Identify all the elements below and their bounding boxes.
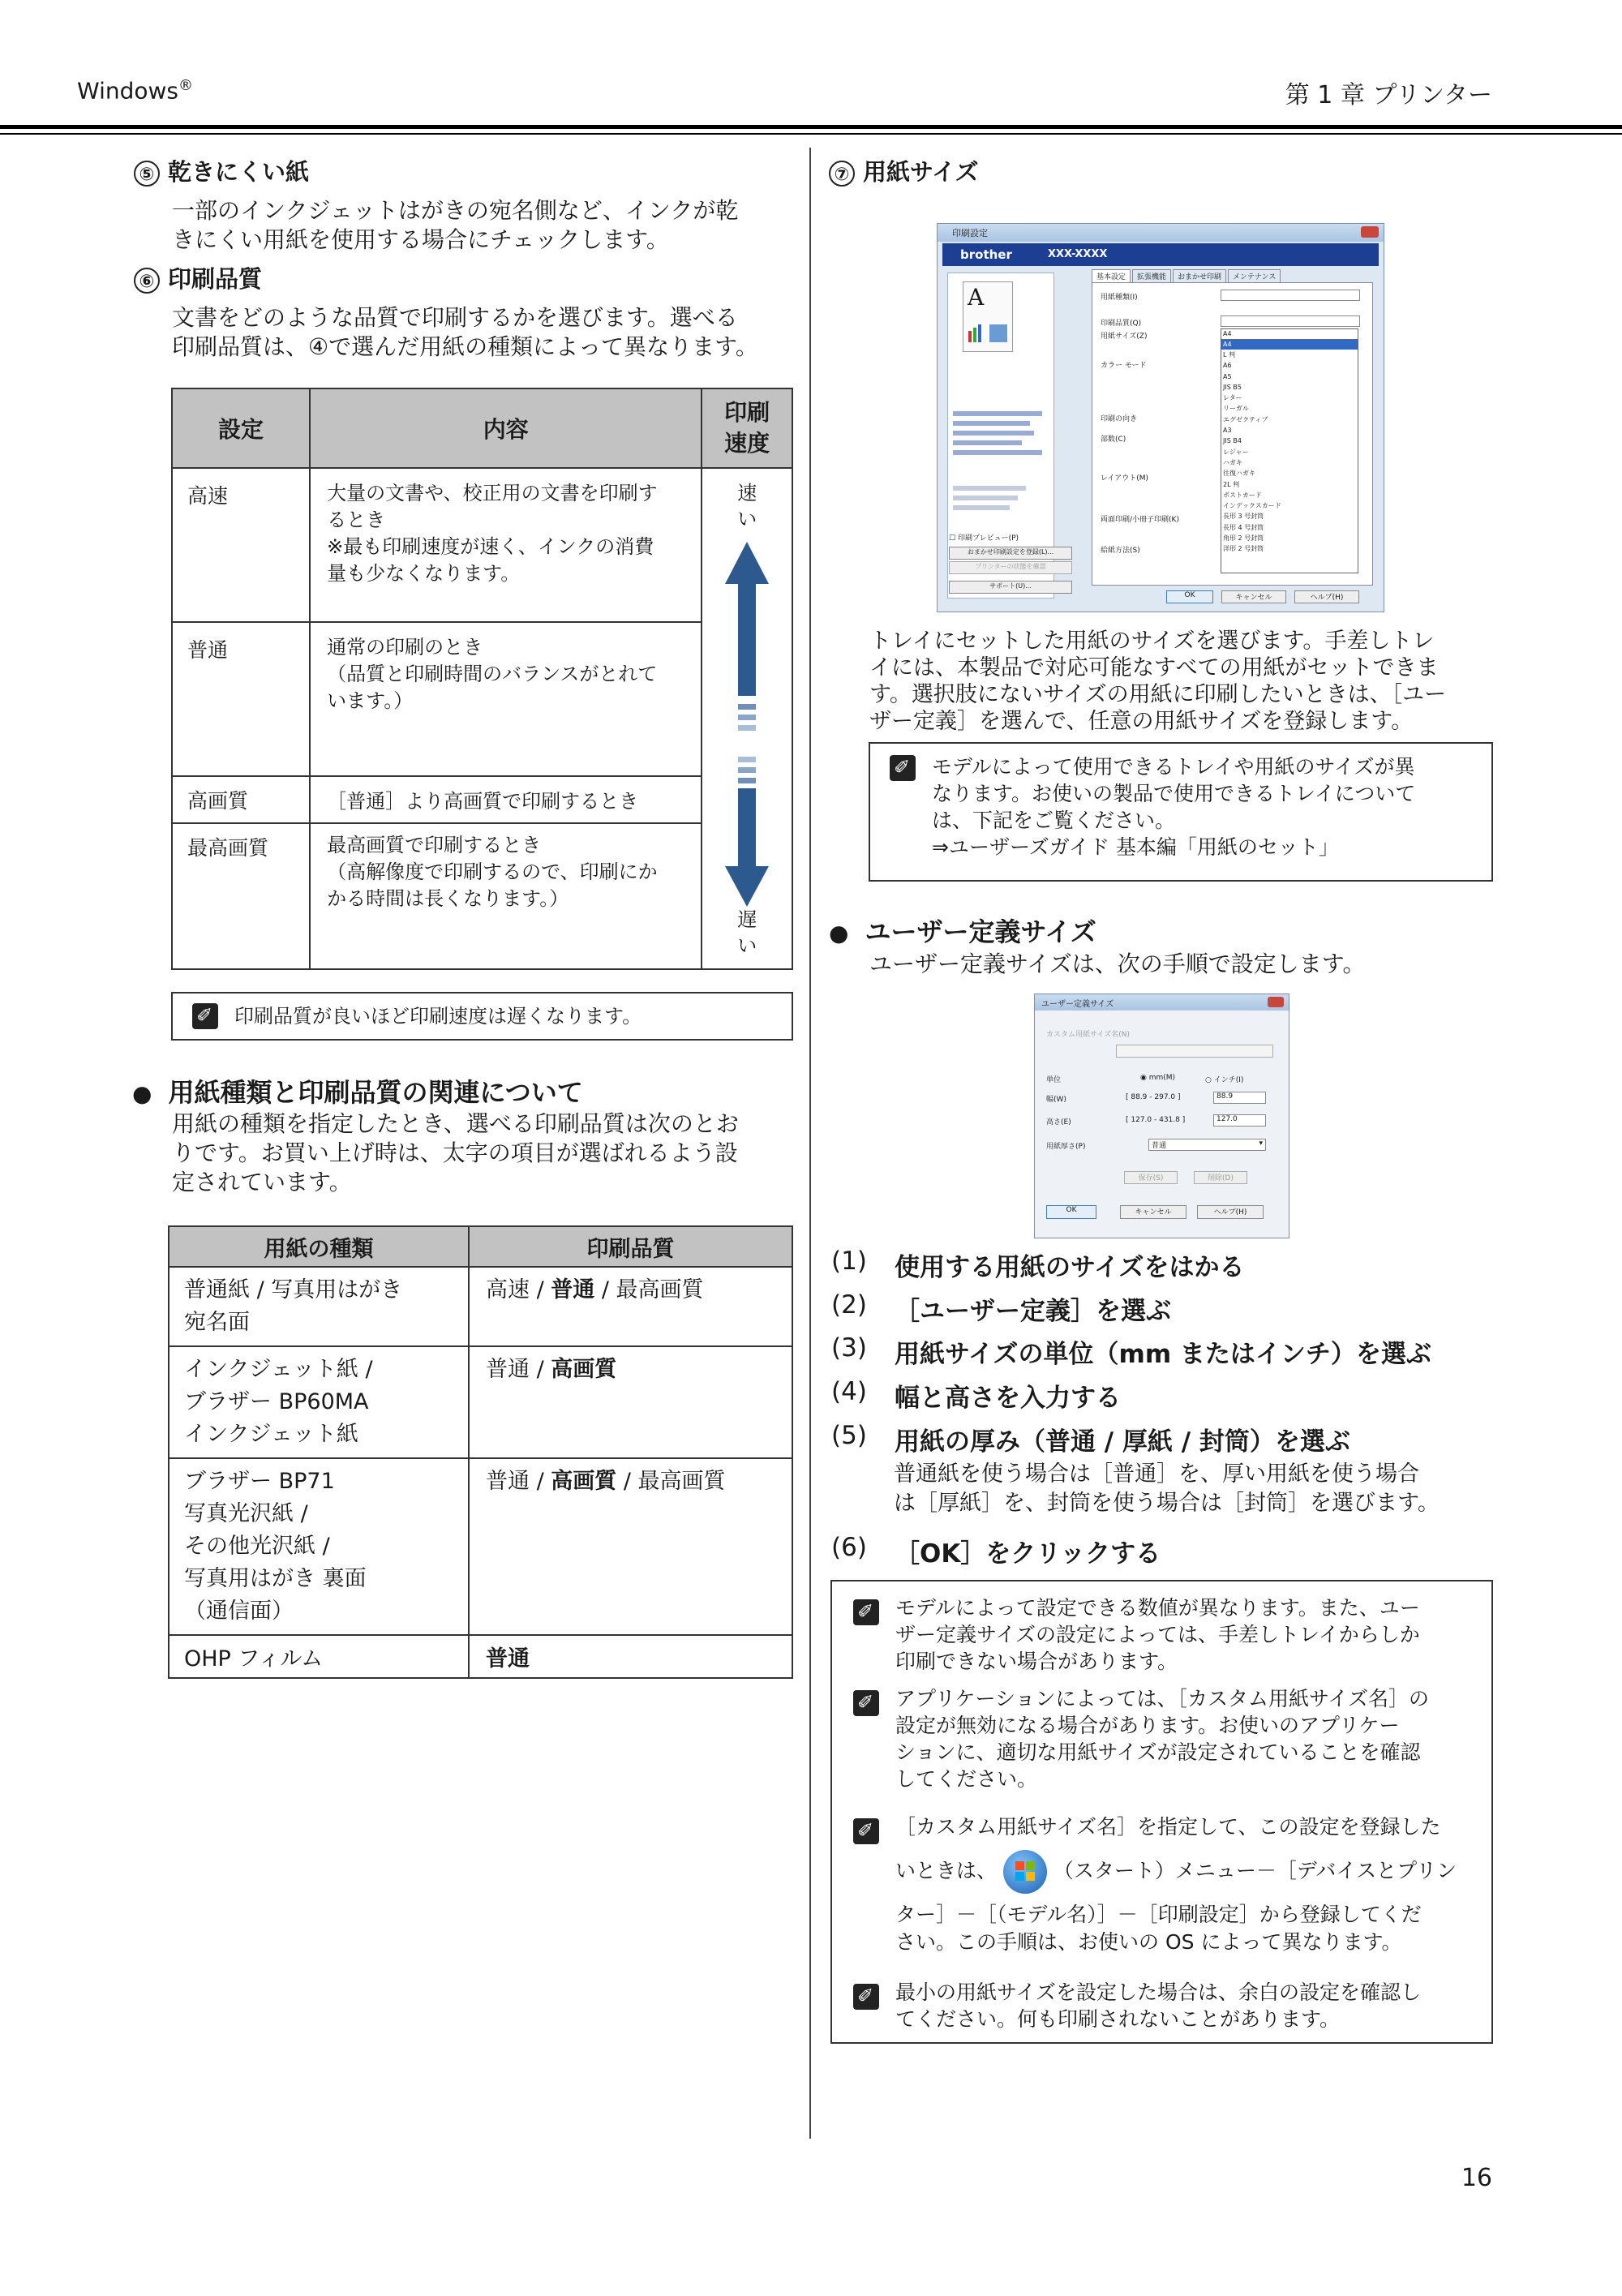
width-input[interactable]: 88.9 <box>1213 1092 1266 1104</box>
dialog-tabs <box>1092 269 1281 283</box>
header-chapter: 第 1 章 プリンター <box>1285 81 1492 109</box>
item-7-heading: ⑦ 用紙サイズ <box>829 154 979 187</box>
paper-cell: 普通紙 / 写真用はがき 宛名面 <box>169 1267 469 1346</box>
note-print-speed: ✐ 印刷品質が良いほど印刷速度は遅くなります。 <box>171 992 793 1041</box>
help-button[interactable]: ヘルプ(H) <box>1294 590 1359 603</box>
th-paper-type: 用紙の種類 <box>169 1226 469 1267</box>
item-5-body: 一部のインクジェットはがきの宛名側など、インクが乾 きにくい用紙を使用する場合にチェックします。 <box>172 197 739 253</box>
notes-user-size <box>830 1580 1493 2044</box>
note-icon <box>192 1003 218 1029</box>
user-help-button[interactable]: ヘルプ(H) <box>1197 1205 1264 1219</box>
brand-banner: brother XXX-XXXX <box>942 243 1379 266</box>
quality-cell: 普通 / 高画質 <box>469 1346 792 1458</box>
size-option-selected[interactable]: A4 <box>1221 340 1358 350</box>
row-desc: 大量の文書や、校正用の文書を印刷す るとき ※最も印刷速度が速く、インクの消費 量も少なくなります。 <box>310 468 702 622</box>
note-icon <box>853 1599 879 1625</box>
note-icon <box>853 1818 879 1844</box>
section-heading-paper-quality: ● 用紙種類と印刷品質の関連について <box>132 1072 583 1109</box>
speed-indicator <box>702 468 792 969</box>
save-button[interactable]: 保存(S) <box>1124 1171 1178 1184</box>
preview-checkbox[interactable]: ☐ 印刷プレビュー(P) <box>949 534 1019 543</box>
close-icon[interactable] <box>1268 997 1284 1007</box>
tab-auto[interactable]: おまかせ印刷 <box>1173 269 1226 283</box>
user-dialog-titlebar: ユーザー定義サイズ <box>1035 994 1289 1011</box>
delete-button[interactable]: 削除(D) <box>1194 1171 1247 1184</box>
row-desc: 最高画質で印刷するとき （高解像度で印刷するので、印刷にか かる時間は長くなります。） <box>310 823 702 969</box>
row-desc: 通常の印刷のとき （品質と印刷時間のバランスがとれて います。） <box>310 622 702 776</box>
paper-size-list[interactable]: A4 A4 L 判 A6 A5 JIS B5 レター リーガル エグゼクティブ A3 JIS B4 レジャー ハガキ 往復ハガキ 2L 判 ポストカード インデックスカード 長形 3 号封筒 長形 4 号封筒 角形 2 号封筒 洋形 2 号封筒 <box>1221 328 1358 573</box>
row-setting: 高画質 <box>172 776 310 823</box>
note-tray-sizes: ✐ モデルによって使用できるトレイや用紙のサイズが異 なります。お使いの製品で使用できるトレイについて は、下記をご覧ください。 ⇒ユーザーズガイド 基本編「用紙のセット」 <box>869 742 1493 882</box>
cancel-button[interactable]: キャンセル <box>1221 590 1286 603</box>
close-icon[interactable] <box>1361 226 1379 238</box>
speed-slow-label: 遅 い <box>737 908 757 957</box>
paper-cell: ブラザー BP71 写真光沢紙 / その他光沢紙 / 写真用はがき 裏面 （通信面） <box>169 1458 469 1635</box>
paper-quality-table <box>168 1225 793 1679</box>
section-body-user-size: ユーザー定義サイズは、次の手順で設定します。 <box>869 951 1366 977</box>
thickness-select[interactable]: 普通 ▾ <box>1148 1139 1266 1151</box>
support-button[interactable]: サポート(U)... <box>949 581 1072 594</box>
note-icon <box>853 1690 879 1716</box>
chevron-down-icon: ▾ <box>1259 1139 1263 1148</box>
quality-cell: 普通 / 高画質 / 最高画質 <box>469 1458 792 1635</box>
unit-inch-radio[interactable]: ○ インチ(I) <box>1205 1076 1244 1084</box>
item-6-heading: ⑥ 印刷品質 <box>134 261 262 294</box>
header-product: Windows® <box>77 77 193 105</box>
tab-basic[interactable]: 基本設定 <box>1092 269 1131 283</box>
section-heading-user-size: ● ユーザー定義サイズ <box>829 912 1096 949</box>
row-desc: ［普通］より高画質で印刷するとき <box>310 776 702 823</box>
height-input[interactable]: 127.0 <box>1213 1114 1266 1127</box>
speed-fast-label: 速 い <box>737 482 757 530</box>
status-button[interactable]: プリンターの状態を確認 <box>949 561 1072 574</box>
paper-cell: インクジェット紙 / ブラザー BP60MA インクジェット紙 <box>169 1346 469 1458</box>
user-size-dialog-screenshot: ユーザー定義サイズ カスタム用紙サイズ名(N) 単位 ◉ mm(M) ○ インチ(I) 幅(W) [ 88.9 - 297.0 ] 88.9 高さ(E) [ 127.0 - 431.8 ] 127.0 用紙厚さ(P) 普通 ▾ 保存(S) 削除(D) OK キャンセル ヘルプ(H) <box>1034 994 1289 1238</box>
item-7-body: トレイにセットした用紙のサイズを選びます。手差しトレ イには、本製品で対応可能なすべての用紙がセットできま す。選択肢にないサイズの用紙に印刷したいときは、［ユー ザー定義］を選んで、任意の用紙サイズを登録します。 <box>869 629 1447 734</box>
tab-advanced[interactable]: 拡張機能 <box>1132 269 1171 283</box>
item-6-body: 文書をどのような品質で印刷するかを選びます。選べる 印刷品質は、④で選んだ用紙の種類によって異なります。 <box>172 304 758 360</box>
user-ok-button[interactable]: OK <box>1046 1205 1096 1219</box>
th-print-quality: 印刷品質 <box>469 1226 792 1267</box>
note-item: 最小の用紙サイズを設定した場合は、余白の設定を確認し てください。何も印刷されないことがあります。 <box>895 1981 1422 2031</box>
row-setting: 最高画質 <box>172 823 310 969</box>
page-number: 16 <box>1461 2164 1492 2192</box>
header-rule <box>0 125 1622 129</box>
header-rule-thin <box>0 133 1622 135</box>
section-body-paper-quality: 用紙の種類を指定したとき、選べる印刷品質は次のとお りです。お買い上げ時は、太字の項目が選ばれるよう設 定されています。 <box>172 1110 739 1195</box>
note-icon <box>853 1984 879 2010</box>
quality-table <box>171 388 793 970</box>
row-setting: 高速 <box>172 468 310 622</box>
quality-cell: 高速 / 普通 / 最高画質 <box>469 1267 792 1346</box>
quality-cell: 普通 <box>469 1635 792 1678</box>
note-item: ［カスタム用紙サイズ名］を指定して、この設定を登録した いときは、 （スタート）メニュー－［デバイスとプリン ター］－［（モデル名）］－［印刷設定］から登録してくだ さい。この手順は、お使いの OS によって異なります。 <box>895 1815 1457 1954</box>
preview-page: A <box>963 281 1013 352</box>
note-item: モデルによって設定できる数値が異なります。また、ユー ザー定義サイズの設定によっては、手差しトレイからしか 印刷できない場合があります。 <box>895 1596 1420 1673</box>
item-5-heading: ⑤ 乾きにくい紙 <box>134 154 309 187</box>
dialog-titlebar: 印刷設定 <box>938 224 1384 242</box>
user-cancel-button[interactable]: キャンセル <box>1120 1205 1186 1219</box>
ok-button[interactable]: OK <box>1166 590 1213 603</box>
step-5-body: 普通紙を使う場合は［普通］を、厚い用紙を使う場合 は［厚紙］を、封筒を使う場合は［封筒］を選びます。 <box>894 1461 1440 1516</box>
note-item: アプリケーションによっては、［カスタム用紙サイズ名］の 設定が無効になる場合があります。お使いのアプリケー ションに、適切な用紙サイズが設定されていることを確認 してください。 <box>895 1687 1430 1791</box>
th-content: 内容 <box>310 388 702 468</box>
register-button[interactable]: おまかせ印刷設定を登録(L)... <box>949 547 1072 560</box>
print-settings-screenshot <box>937 223 1384 612</box>
th-setting: 設定 <box>172 388 310 468</box>
paper-cell: OHP フィルム <box>169 1635 469 1678</box>
note-icon <box>890 755 916 781</box>
custom-name-input[interactable] <box>1116 1045 1273 1058</box>
th-speed: 印刷 速度 <box>702 388 792 468</box>
tab-panel: 用紙種類(I) 印刷品質(Q) 用紙サイズ(Z) カラー モード 印刷の向き 部数(C) レイアウト(M) 両面印刷/小冊子印刷(K) 給紙方法(S) A4 A4 L 判 A6 A5 JIS B5 レター リーガル エグゼクティブ A3 JIS B4 レジャー ハガキ 往復ハガキ 2L 判 ポストカード インデックスカード 長形 3 号封筒 長形 4 号封筒 角形 2 号封筒 洋形 2 号封筒 <box>1092 282 1373 586</box>
unit-mm-radio[interactable]: ◉ mm(M) <box>1140 1074 1176 1082</box>
tab-maintenance[interactable]: メンテナンス <box>1228 269 1281 283</box>
row-setting: 普通 <box>172 622 310 776</box>
windows-start-icon <box>1003 1850 1047 1894</box>
speed-arrow-icon <box>723 542 770 907</box>
column-divider <box>809 148 811 2139</box>
